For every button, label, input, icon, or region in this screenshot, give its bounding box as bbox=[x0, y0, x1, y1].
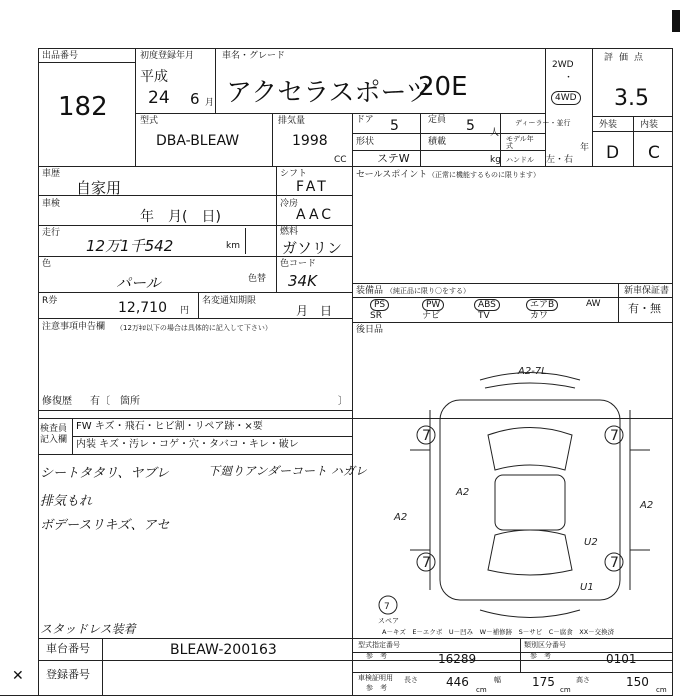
type-no-label: 型式指定番号 bbox=[358, 641, 400, 649]
handle-label: ハンドル bbox=[506, 156, 534, 164]
height-label: 高さ bbox=[576, 676, 590, 684]
doors: 5 bbox=[390, 118, 399, 134]
car-name-label: 車名・グレード bbox=[222, 51, 286, 61]
spec-divider1 bbox=[272, 113, 273, 166]
class-no-label: 類別区分番号 bbox=[524, 641, 566, 649]
chassis-label: 車台番号 bbox=[46, 642, 90, 655]
name-change-label: 名変通知期限 bbox=[202, 296, 257, 306]
shift-divider bbox=[276, 166, 277, 256]
footer-v1 bbox=[102, 638, 103, 695]
dealer-label: ディーラー・並行 bbox=[515, 119, 571, 127]
body-outline bbox=[440, 400, 620, 600]
rear-bumper-outline bbox=[480, 610, 580, 618]
width-unit: cm bbox=[560, 686, 571, 694]
equip-abs: ABS bbox=[474, 299, 500, 311]
header-mid-line bbox=[135, 113, 545, 114]
mid-divider bbox=[352, 166, 353, 638]
caution-note: （12万ｷﾛ以下の場合は具体的に記入して下さい） bbox=[116, 324, 272, 332]
length: 446 bbox=[446, 675, 469, 689]
inspector-row1: FW キズ・飛石・ヒビ割・リペア跡・×要 bbox=[76, 421, 263, 432]
studless-note: スタッドレス装着 bbox=[40, 622, 136, 636]
mileage: 12万1千542 bbox=[86, 237, 174, 255]
check-mark: ✕ bbox=[12, 668, 24, 684]
inspector-bottom bbox=[38, 454, 352, 455]
grade: 20E bbox=[418, 72, 468, 102]
mileage-unit: km bbox=[226, 241, 240, 251]
equip-airbag: エアB bbox=[526, 299, 558, 311]
equip-pw: PW bbox=[422, 299, 444, 311]
shift: FAT bbox=[296, 179, 329, 195]
car-diagram bbox=[370, 360, 670, 635]
frame-left bbox=[38, 48, 39, 696]
first-reg-label: 初度登録年月 bbox=[140, 51, 195, 61]
damage-legend: A－キズ E－エクボ U－凹み W－補修跡 S－サビ C－腐食 XX－交換済 bbox=[382, 628, 615, 636]
inspector-label2: 記入欄 bbox=[40, 435, 68, 445]
lot-label: 出品番号 bbox=[42, 51, 79, 61]
load-unit: kg bbox=[490, 155, 501, 165]
tire-mark-fl: 7 bbox=[422, 428, 431, 444]
windshield-outline bbox=[488, 428, 572, 471]
date-divider bbox=[215, 48, 216, 113]
inspection-label: 車検 bbox=[42, 199, 61, 209]
chassis: BLEAW-200163 bbox=[170, 642, 277, 658]
mark-right-side: A2 bbox=[640, 500, 654, 511]
month-unit: 月 bbox=[205, 98, 215, 108]
mark-front: A2-7L bbox=[518, 366, 547, 377]
repair-label: 修復歴 bbox=[42, 396, 72, 407]
warranty-divider bbox=[618, 283, 619, 322]
footer-h2 bbox=[352, 672, 672, 673]
ac-label: 冷房 bbox=[280, 199, 299, 209]
length-label: 長さ bbox=[404, 676, 418, 684]
equip-bottom bbox=[352, 322, 672, 323]
history: 自家用 bbox=[76, 179, 122, 197]
equip-mid bbox=[352, 297, 672, 298]
seats-label: 定員 bbox=[428, 115, 447, 125]
color: パール bbox=[116, 274, 161, 292]
mark-left-side: A2 bbox=[394, 512, 408, 523]
score-label: 評価点 bbox=[604, 53, 650, 63]
spare-mark: 7 bbox=[384, 602, 390, 612]
handwritten-note1: シートタタリ、ヤブレ bbox=[40, 466, 169, 481]
fuel: ガソリン bbox=[282, 239, 343, 257]
footer-top bbox=[38, 638, 672, 639]
equip-tv: TV bbox=[478, 311, 490, 321]
frame-top bbox=[38, 48, 672, 49]
corner-mark-top-right bbox=[672, 10, 680, 32]
height-unit: cm bbox=[656, 686, 667, 694]
fuel-label: 燃料 bbox=[280, 227, 299, 237]
lot-label-line bbox=[38, 62, 135, 63]
repair-value: 有〔 箇所 bbox=[90, 396, 140, 407]
after-label: 後日品 bbox=[356, 325, 384, 335]
doors-label: ドア bbox=[356, 115, 374, 125]
displacement-label: 排気量 bbox=[278, 116, 306, 126]
car-name: アクセラスポーツ bbox=[226, 78, 432, 108]
drive-2wd: 2WD bbox=[552, 60, 574, 70]
class-no: 0101 bbox=[606, 652, 637, 666]
drive-separator: ・ bbox=[564, 73, 574, 83]
footer-mid bbox=[38, 660, 672, 661]
inspector-label1: 検査員 bbox=[40, 424, 68, 434]
score-divider bbox=[592, 48, 593, 166]
model-label: 型式 bbox=[140, 116, 159, 126]
dims-ref: 参 考 bbox=[366, 684, 387, 692]
hood-front-outline bbox=[485, 383, 575, 388]
warranty-label: 新車保証書 bbox=[624, 286, 670, 296]
history-label: 車歴 bbox=[42, 169, 61, 179]
equip-aw: AW bbox=[586, 299, 601, 309]
drive-divider bbox=[545, 48, 546, 166]
handwritten-note4: 下廻りアンダーコート ハガレ bbox=[208, 464, 367, 478]
color-code: 34K bbox=[288, 272, 317, 290]
inspector-mid bbox=[72, 436, 352, 437]
color-code-divider bbox=[276, 256, 277, 292]
handwritten-note3: ボデースリキズ、アセ bbox=[40, 518, 170, 533]
recycle-divider bbox=[198, 292, 199, 318]
name-change: 月 日 bbox=[296, 304, 333, 318]
hline-f bbox=[38, 410, 352, 411]
lot-divider bbox=[135, 48, 136, 166]
spec-divider3 bbox=[420, 113, 421, 166]
load-label: 積載 bbox=[428, 137, 447, 147]
mark-rear-right: U2 bbox=[584, 537, 598, 548]
displacement: 1998 bbox=[292, 133, 328, 149]
caution-label: 注意事項申告欄 bbox=[42, 322, 106, 332]
roof-outline bbox=[495, 475, 565, 530]
spec-hline1 bbox=[352, 133, 545, 134]
equip-navi: ナビ bbox=[422, 311, 441, 321]
grade-divider bbox=[633, 116, 634, 166]
drive-4wd: 4WD bbox=[551, 91, 581, 105]
spare-label: スペア bbox=[378, 617, 399, 625]
type-no-ref: 参 考 bbox=[366, 652, 387, 660]
km-divider bbox=[245, 228, 246, 254]
seats: 5 bbox=[466, 118, 475, 134]
shape-label: 形状 bbox=[356, 137, 375, 147]
inspector-row2: 内装 キズ・汚レ・コゲ・穴・タバコ・キレ・破レ bbox=[76, 439, 299, 450]
model: DBA-BLEAW bbox=[156, 133, 240, 149]
score-line bbox=[592, 116, 672, 117]
frame-bottom bbox=[38, 695, 672, 696]
handle: 左・右 bbox=[546, 155, 574, 165]
height: 150 bbox=[626, 675, 649, 689]
ac: AAC bbox=[296, 207, 335, 223]
footer-v3 bbox=[520, 638, 521, 672]
shift-label: シフト bbox=[280, 169, 308, 179]
class-no-ref: 参 考 bbox=[530, 652, 551, 660]
inspection: 年 月( 日) bbox=[140, 209, 221, 225]
sales-points-note: （正常に機能するものに限ります） bbox=[428, 171, 540, 179]
sales-points-label: セールスポイント bbox=[356, 170, 428, 180]
tire-mark-rr: 7 bbox=[610, 555, 619, 571]
width-label: 幅 bbox=[494, 676, 501, 684]
equip-top bbox=[352, 283, 672, 284]
model-year-label: モデル年式 bbox=[506, 135, 534, 150]
interior-grade: C bbox=[648, 143, 660, 163]
tire-mark-fr: 7 bbox=[610, 428, 619, 444]
rear-window-outline bbox=[488, 530, 572, 575]
exterior-grade: D bbox=[606, 143, 620, 163]
score: 3.5 bbox=[614, 86, 649, 111]
lot-number: 182 bbox=[58, 92, 108, 122]
era: 平成 bbox=[140, 69, 168, 85]
seats-unit: 人 bbox=[490, 128, 500, 138]
frame-bottom-left bbox=[0, 695, 38, 696]
length-unit: cm bbox=[476, 686, 487, 694]
reg-month: 6 bbox=[190, 90, 200, 108]
equip-ps: PS bbox=[370, 299, 389, 311]
year-unit: 年 bbox=[580, 143, 590, 153]
mark-rear-bumper: U1 bbox=[580, 582, 594, 593]
equip-leather: カワ bbox=[530, 311, 549, 321]
cc-unit: CC bbox=[334, 155, 347, 165]
equip-sr: SR bbox=[370, 311, 382, 321]
spec-divider2 bbox=[352, 113, 353, 166]
yen-unit: 円 bbox=[180, 306, 190, 316]
handwritten-note2: 排気もれ bbox=[40, 494, 93, 509]
shape: ステW bbox=[377, 152, 410, 165]
frame-right bbox=[672, 48, 673, 696]
hline-d bbox=[38, 292, 352, 293]
recycle-label: R券 bbox=[42, 296, 58, 306]
interior-label: 内装 bbox=[640, 120, 659, 130]
type-no: 16289 bbox=[438, 652, 477, 666]
repair-bracket: 〕 bbox=[338, 396, 348, 407]
width: 175 bbox=[532, 675, 555, 689]
recycle: 12,710 bbox=[118, 300, 167, 316]
mileage-label: 走行 bbox=[42, 228, 61, 238]
left-mirror-marks bbox=[410, 450, 430, 550]
equipment-label: 装備品 bbox=[356, 286, 384, 296]
reg-year: 24 bbox=[148, 88, 170, 108]
spec-hline2 bbox=[352, 150, 545, 151]
tire-mark-rl: 7 bbox=[422, 555, 431, 571]
color-no-label: 色替 bbox=[248, 274, 267, 284]
reg-label: 登録番号 bbox=[46, 668, 90, 681]
mark-left-door: A2 bbox=[456, 487, 470, 498]
footer-v2 bbox=[352, 638, 353, 695]
color-label: 色 bbox=[42, 259, 52, 269]
warranty-value: 有・無 bbox=[628, 302, 661, 315]
grade-line bbox=[592, 131, 672, 132]
exterior-label: 外装 bbox=[599, 120, 618, 130]
equipment-note: （純正品に限り〇をする） bbox=[386, 287, 470, 295]
dims-label: 車検証明用 bbox=[358, 674, 393, 682]
color-code-label: 色コード bbox=[280, 259, 317, 269]
row-divider bbox=[38, 166, 672, 167]
